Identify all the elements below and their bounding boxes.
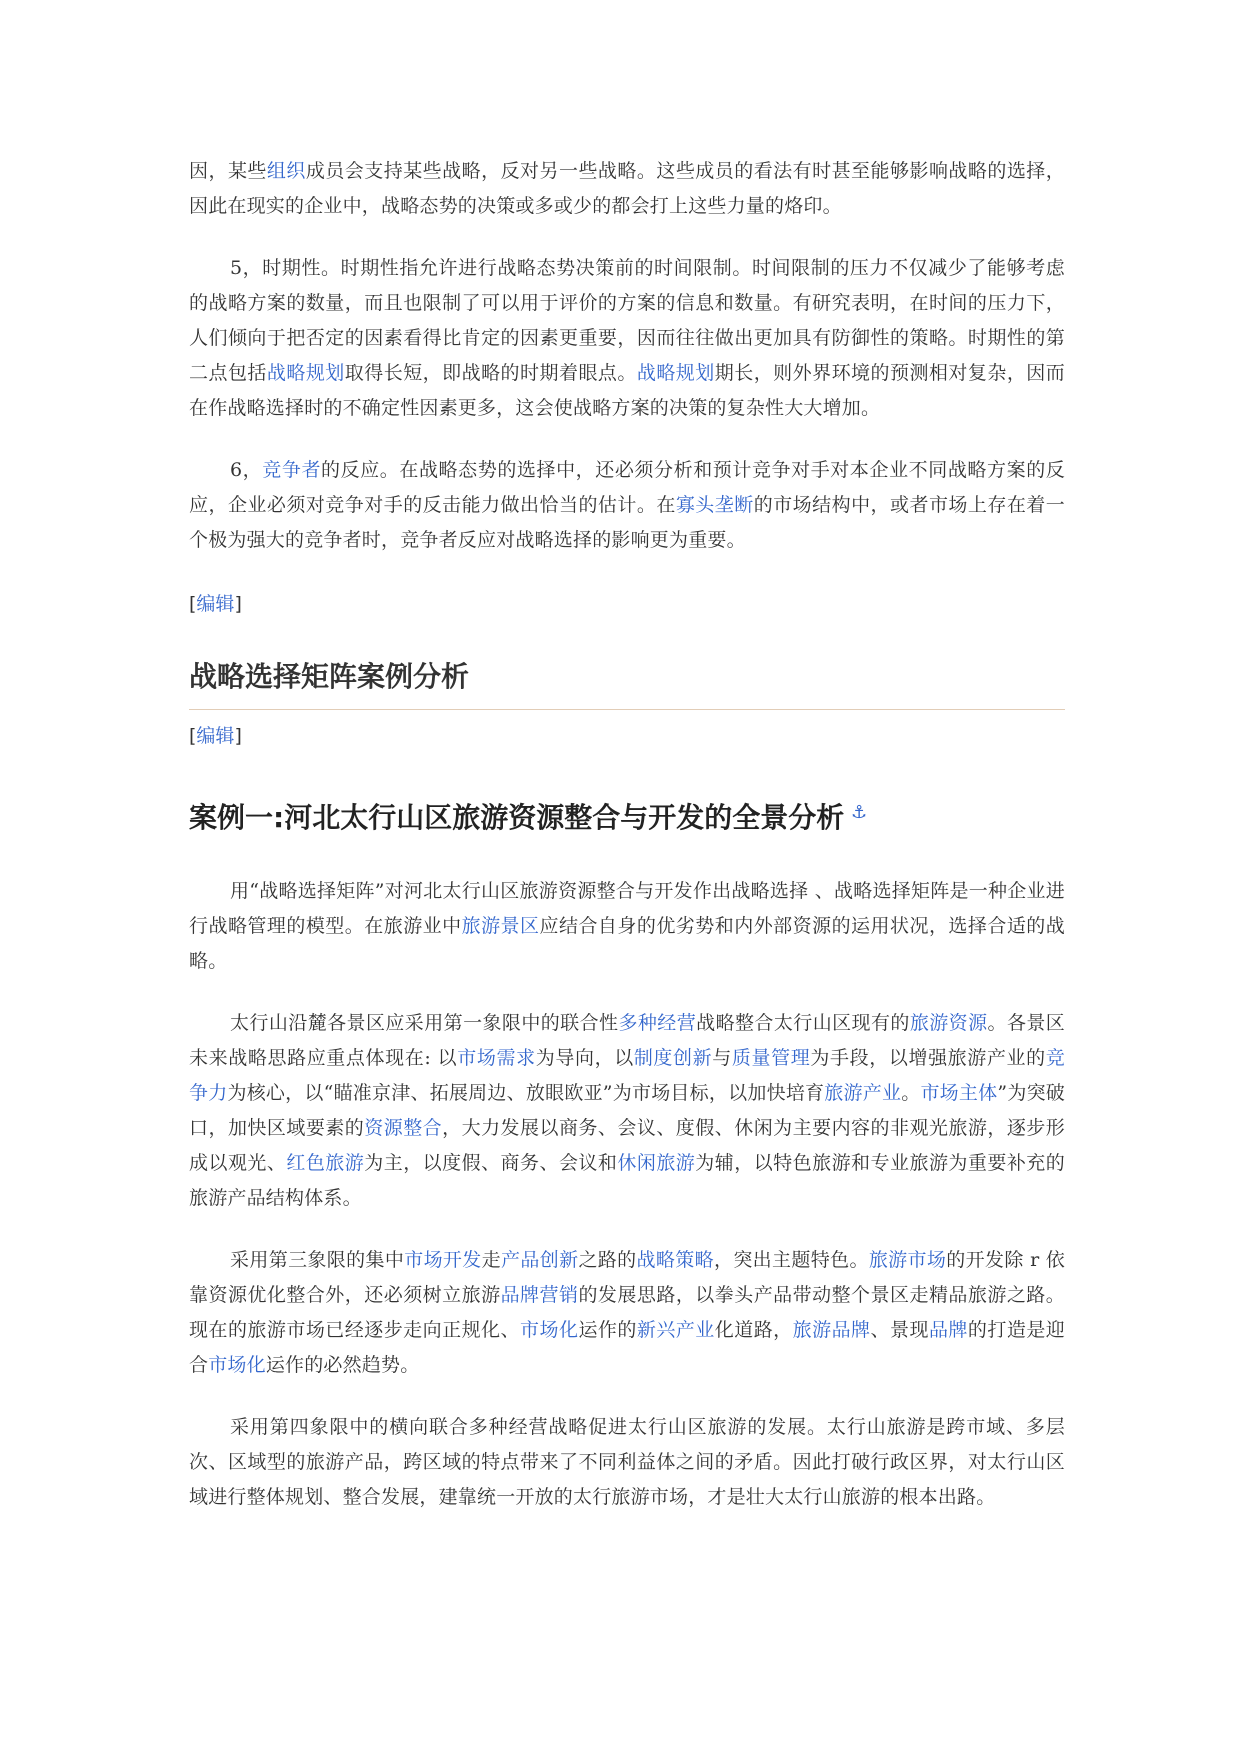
text-run: 运作的 xyxy=(578,1319,637,1341)
inline-link[interactable]: 市场主体 xyxy=(920,1082,998,1104)
text-run: 的反应。在战略态势的选择中，还必须分析和预计竞争对手对本企业不同战略方案的反应，企业必须对竞争对手的反击能力做出恰当的估计。在 xyxy=(189,459,1065,516)
inline-link[interactable]: 组织 xyxy=(266,160,306,182)
inline-link[interactable]: 旅游产业 xyxy=(824,1082,902,1104)
inline-link[interactable]: 品牌营销 xyxy=(500,1284,579,1306)
text-run: 。 xyxy=(901,1082,921,1104)
inline-link[interactable]: 市场化 xyxy=(208,1354,266,1376)
text-run: 与 xyxy=(712,1047,732,1069)
text-run: 采用第三象限的集中 xyxy=(230,1249,405,1271)
inline-link[interactable]: 旅游市场 xyxy=(868,1249,947,1271)
inline-link[interactable]: 市场开发 xyxy=(404,1249,482,1271)
inline-link[interactable]: 制度创新 xyxy=(633,1047,713,1069)
text-run: 的开发除 r 依靠资源优化整合外，还必须树立旅游 xyxy=(189,1249,1065,1306)
paragraph-2 xyxy=(189,251,1065,426)
inline-link[interactable]: 质量管理 xyxy=(731,1047,811,1069)
text-run: 的打造是迎合 xyxy=(189,1319,1065,1376)
paragraph-3 xyxy=(189,453,1065,558)
text-run: 为辅，以特色旅游和专业旅游为重要补充的旅游产品结构体系。 xyxy=(189,1152,1065,1209)
text-run: 战略整合太行山区现有的 xyxy=(696,1012,910,1034)
inline-link[interactable]: 旅游品牌 xyxy=(792,1319,871,1341)
inline-link[interactable]: 战略规划 xyxy=(266,362,345,384)
edit-link-1 xyxy=(189,592,1065,616)
edit-bracket-close: ] xyxy=(234,725,242,747)
text-run: 之路的 xyxy=(578,1249,637,1271)
text-run: ，突出主题特色。 xyxy=(713,1249,869,1271)
inline-link[interactable]: 市场需求 xyxy=(457,1047,536,1069)
edit-bracket-open: [ xyxy=(189,725,197,747)
paragraph-5 xyxy=(189,1006,1065,1216)
text-run: 因，某些 xyxy=(189,160,267,182)
text-run: ”为突破口，加快区域要素的 xyxy=(189,1082,1065,1139)
paragraph-1 xyxy=(189,154,1065,224)
edit-bracket-open: [ xyxy=(189,593,197,615)
inline-link[interactable]: 战略规划 xyxy=(636,362,715,384)
text-run: 期长，则外界环境的预测相对复杂，因而在作战略选择时的不确定性因素更多，这会使战略方案的决策的复杂性大大增加。 xyxy=(189,362,1065,419)
text-run: 化道路， xyxy=(714,1319,793,1341)
inline-link[interactable]: 产品创新 xyxy=(501,1249,579,1271)
text-run: 太行山沿麓各景区应采用第一象限中的联合性 xyxy=(230,1012,619,1034)
text-run: 、景现 xyxy=(870,1319,929,1341)
text-run: 。各景区未来战略思路应重点体现在: 以 xyxy=(189,1012,1065,1069)
anchor-icon[interactable]: ⚓ xyxy=(851,802,868,823)
text-run: 为手段，以增强旅游产业的 xyxy=(810,1047,1046,1069)
inline-link[interactable]: 竞争者 xyxy=(262,459,322,481)
text-run: 走 xyxy=(481,1249,502,1271)
inline-link[interactable]: 战略策略 xyxy=(636,1249,714,1271)
article-body xyxy=(189,154,1065,1515)
text-run: 为主，以度假、商务、会议和 xyxy=(364,1152,618,1174)
text-run: 用“战略选择矩阵”对河北太行山区旅游资源整合与开发作出战略选择 、战略选择矩阵是一种企业进行战略管理的模型。在旅游业中 xyxy=(189,880,1065,937)
inline-link[interactable]: 旅游资源 xyxy=(909,1012,988,1034)
case-title xyxy=(189,798,1065,838)
text-run: 的发展思路，以拳头产品带动整个景区走精品旅游之路。现在的旅游市场已经逐步走向正规化、 xyxy=(189,1284,1065,1341)
text-run: 采用第四象限中的横向联合多种经营战略促进太行山区旅游的发展。太行山旅游是跨市域、多层次、区域型的旅游产品，跨区域的特点带来了不同利益体之间的矛盾。因此打破行政区界，对太行山区域进行整体规划、整合发展，建靠统一开放的太行旅游市场，才是壮大太行山旅游的根本出路。 xyxy=(189,1416,1065,1508)
text-run: 取得长短，即战略的时期着眼点。 xyxy=(344,362,637,384)
text-run: 运作的必然趋势。 xyxy=(265,1354,420,1376)
text-run: 应结合自身的优劣势和内外部资源的运用状况，选择合适的战略。 xyxy=(189,915,1065,972)
text-run: 的市场结构中，或者市场上存在着一个极为强大的竞争者时，竞争者反应对战略选择的影响更为重要。 xyxy=(189,494,1065,551)
text-run: 为核心，以“瞄准京津、拓展周边、放眼欧亚”为市场目标，以加快培育 xyxy=(227,1082,825,1104)
inline-link[interactable]: 多种经营 xyxy=(618,1012,697,1034)
text-run: 成员会支持某些战略，反对另一些战略。这些成员的看法有时甚至能够影响战略的选择，因此在现实的企业中，战略态势的决策或多或少的都会打上这些力量的烙印。 xyxy=(189,160,1065,217)
inline-link[interactable]: 休闲旅游 xyxy=(617,1152,696,1174)
inline-link[interactable]: 新兴产业 xyxy=(636,1319,715,1341)
section-title: 战略选择矩阵案例分析 xyxy=(189,657,1065,710)
inline-link[interactable]: 市场化 xyxy=(520,1319,579,1341)
text-run: ，大力发展以商务、会议、度假、休闲为主要内容的非观光旅游，逐步形成以观光、 xyxy=(189,1117,1065,1174)
text-run: 6， xyxy=(230,459,263,481)
inline-link[interactable]: 寡头垄断 xyxy=(675,494,754,516)
edit-bracket-close: ] xyxy=(234,593,242,615)
text-run: 为导向，以 xyxy=(535,1047,634,1069)
edit-button-2[interactable]: 编辑 xyxy=(196,725,235,747)
paragraph-7 xyxy=(189,1410,1065,1515)
edit-link-2 xyxy=(189,724,1065,748)
paragraph-4 xyxy=(189,874,1065,979)
case-title-text: 案例一:河北太行山区旅游资源整合与开发的全景分析 xyxy=(189,801,845,834)
inline-link[interactable]: 竞争力 xyxy=(189,1047,1065,1104)
text-run: 5，时期性。时期性指允许进行战略态势决策前的时间限制。时间限制的压力不仅减少了能够考虑的战略方案的数量，而且也限制了可以用于评价的方案的信息和数量。有研究表明，在时间的压力下，人们倾向于把否定的因素看得比肯定的因素更重要，因而往往做出更加具有防御性的策略。时期性的第二点包括 xyxy=(189,257,1065,384)
paragraph-6 xyxy=(189,1243,1065,1383)
inline-link[interactable]: 旅游景区 xyxy=(461,915,540,937)
inline-link[interactable]: 资源整合 xyxy=(364,1117,443,1139)
inline-link[interactable]: 红色旅游 xyxy=(286,1152,365,1174)
inline-link[interactable]: 品牌 xyxy=(928,1319,968,1341)
edit-button-1[interactable]: 编辑 xyxy=(196,593,235,615)
